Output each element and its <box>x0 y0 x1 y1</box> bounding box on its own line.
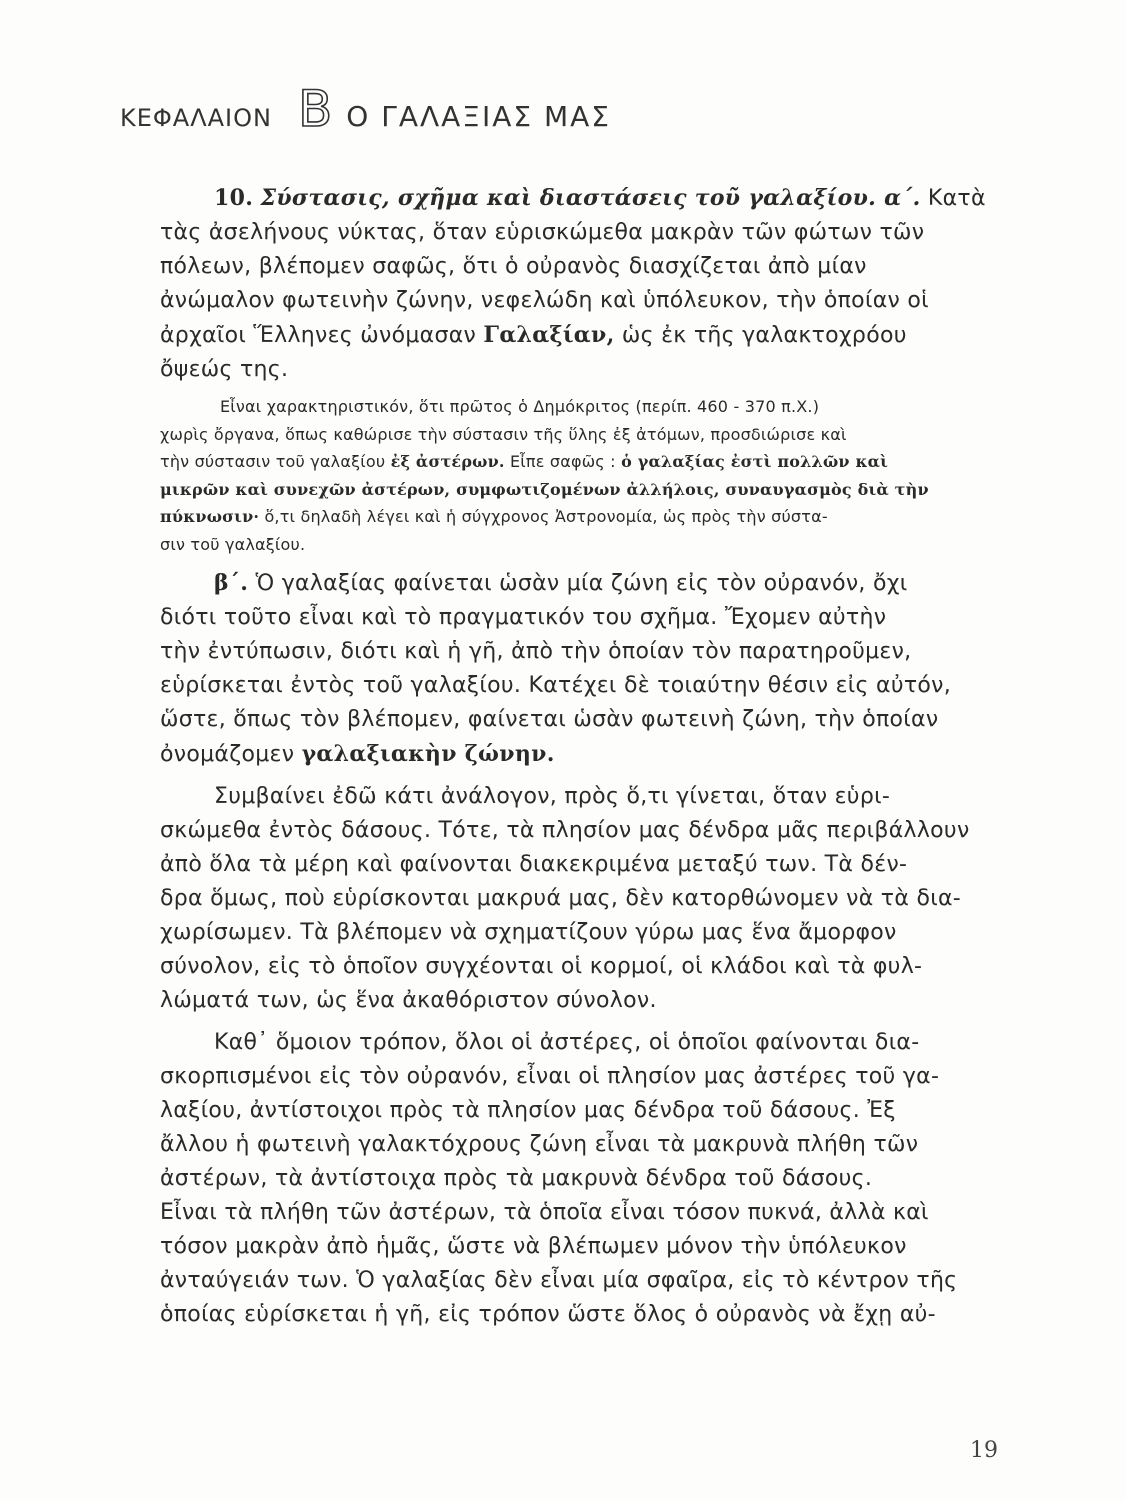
text-line: λαξίου, ἀντίστοιχοι πρὸς τὰ πλησίον μας δένδρα τοῦ δάσους. Ἐξ <box>160 1098 896 1123</box>
text-line: εὑρίσκεται ἐντὸς τοῦ γαλαξίου. Κατέχει δὲ τοιαύτην θέσιν εἰς αὐτόν, <box>160 673 952 698</box>
text-line: ἀνώμαλον φωτεινὴν ζώνην, νεφελώδη καὶ ὑπόλευκον, τὴν ὁποίαν οἱ <box>160 288 929 313</box>
chapter-label: ΚΕΦΑΛΑΙΟΝ <box>120 104 272 132</box>
chapter-letter: Β <box>297 80 333 138</box>
text-line: ὄψεώς της. <box>160 357 289 382</box>
footnote-block <box>160 393 1022 558</box>
text-line: χωρίσωμεν. Τὰ βλέπομεν νὰ σχηματίζουν γύρω μας ἕνα ἄμορφον <box>160 920 897 945</box>
text-line: τόσον μακρὰν ἀπὸ ἡμᾶς, ὥστε νὰ βλέπωμεν μόνον τὴν ὑπόλευκον <box>160 1234 907 1259</box>
chapter-title: Ο ΓΑΛΑΞΙΑΣ ΜΑΣ <box>346 100 611 133</box>
paragraph-stars <box>160 1026 1022 1332</box>
text-line: ἀστέρων, τὰ ἀντίστοιχα πρὸς τὰ μακρυνὰ δένδρα τοῦ δάσους. <box>160 1166 873 1191</box>
note-line: μικρῶν καὶ συνεχῶν ἀστέρων, συμφωτιζομένων ἀλλήλοις, συναυγασμὸς διὰ τὴν <box>160 479 929 499</box>
section-paragraph-a <box>160 181 1022 387</box>
paragraph-forest-analogy <box>160 780 1022 1018</box>
section-paragraph-b <box>160 566 1022 772</box>
text-line: ἀνταύγειάν των. Ὁ γαλαξίας δὲν εἶναι μία σφαῖρα, εἰς τὸ κέντρον τῆς <box>160 1268 958 1293</box>
text-line: ἀπὸ ὅλα τὰ μέρη καὶ φαίνονται διακεκριμένα μεταξύ των. Τὰ δέν- <box>160 852 908 877</box>
paragraph-marker-b: β΄. <box>214 570 249 596</box>
text-line: β΄. Ὁ γαλαξίας φαίνεται ὡσὰν μία ζώνη εἰς τὸν οὐρανόν, ὄχι <box>214 570 908 596</box>
text-line: Συμβαίνει ἐδῶ κάτι ἀνάλογον, πρὸς ὅ,τι γίνεται, ὅταν εὑρι- <box>214 784 891 809</box>
note-line: σιν τοῦ γαλαξίου. <box>160 534 306 554</box>
note-line: τὴν σύστασιν τοῦ γαλαξίου ἐξ ἀστέρων. Εἶπε σαφῶς : ὁ γαλαξίας ἐστὶ πολλῶν καὶ <box>160 452 889 471</box>
text-line: τὰς ἀσελήνους νύκτας, ὅταν εὑρισκώμεθα μακρὰν τῶν φώτων τῶν <box>160 220 925 245</box>
text-line: πόλεων, βλέπομεν σαφῶς, ὅτι ὁ οὐρανὸς διασχίζεται ἀπὸ μίαν <box>160 254 867 279</box>
text-line: ὁποίας εὑρίσκεται ἡ γῆ, εἰς τρόπον ὥστε ὅλος ὁ οὐρανὸς νὰ ἔχῃ αὐ- <box>160 1302 936 1327</box>
section-number: 10. <box>214 185 254 211</box>
text-line: Καθ᾽ ὅμοιον τρόπον, ὅλοι οἱ ἀστέρες, οἱ ὁποῖοι φαίνονται δια- <box>214 1030 920 1055</box>
note-line: πύκνωσιν· ὅ,τι δηλαδὴ λέγει καὶ ἡ σύγχρονος Ἀστρονομία, ὡς πρὸς τὴν σύστα- <box>160 507 828 526</box>
section-heading: Σύστασις, σχῆμα καὶ διαστάσεις τοῦ γαλαξίου. α΄. <box>260 185 921 211</box>
text-line: ἀρχαῖοι Ἕλληνες ὠνόμασαν Γαλαξίαν, ὡς ἐκ τῆς γαλακτοχρόου <box>160 322 907 348</box>
text-line: τὴν ἐντύπωσιν, διότι καὶ ἡ γῆ, ἀπὸ τὴν ὁποίαν τὸν παρατηροῦμεν, <box>160 639 912 664</box>
text-line: ὀνομάζομεν γαλαξιακὴν ζώνην. <box>160 741 555 767</box>
text-line: λώματά των, ὡς ἕνα ἀκαθόριστον σύνολον. <box>160 988 657 1013</box>
text-line: Εἶναι τὰ πλήθη τῶν ἀστέρων, τὰ ὁποῖα εἶναι τόσον πυκνά, ἀλλὰ καὶ <box>160 1200 929 1225</box>
section-first-line-rest: Κατὰ <box>920 186 986 211</box>
text-line: διότι τοῦτο εἶναι καὶ τὸ πραγματικόν του σχῆμα. Ἔχομεν αὐτὴν <box>160 605 887 630</box>
page-number: 19 <box>970 1438 998 1463</box>
text-line: ἄλλου ἡ φωτεινὴ γαλακτόχρους ζώνη εἶναι τὰ μακρυνὰ πλήθη τῶν <box>160 1132 919 1157</box>
text-line: σύνολον, εἰς τὸ ὁποῖον συγχέονται οἱ κορμοί, οἱ κλάδοι καὶ τὰ φυλ- <box>160 954 923 979</box>
page-body <box>160 180 1022 1332</box>
text-line: ὥστε, ὅπως τὸν βλέπομεν, φαίνεται ὡσὰν φωτεινὴ ζώνη, τὴν ὁποίαν <box>160 707 939 732</box>
text-line: σκώμεθα ἐντὸς δάσους. Τότε, τὰ πλησίον μας δένδρα μᾶς περιβάλλουν <box>160 818 970 843</box>
chapter-header <box>120 80 611 144</box>
text-line: σκορπισμένοι εἰς τὸν οὐρανόν, εἶναι οἱ πλησίον μας ἀστέρες τοῦ γα- <box>160 1064 940 1089</box>
note-line: Εἶναι χαρακτηριστικόν, ὅτι πρῶτος ὁ Δημόκριτος (περίπ. 460 - 370 π.Χ.) <box>220 397 820 416</box>
note-line: χωρὶς ὄργανα, ὅπως καθώρισε τὴν σύστασιν τῆς ὕλης ἐξ ἀτόμων, προσδιώρισε καὶ <box>160 424 847 444</box>
text-line: δρα ὅμως, ποὺ εὑρίσκονται μακρυά μας, δὲν κατορθώνομεν νὰ τὰ δια- <box>160 886 961 911</box>
term-galaxias: Γαλαξίαν, <box>483 322 615 348</box>
term-galactic-zone: γαλαξιακὴν ζώνην. <box>301 741 555 767</box>
